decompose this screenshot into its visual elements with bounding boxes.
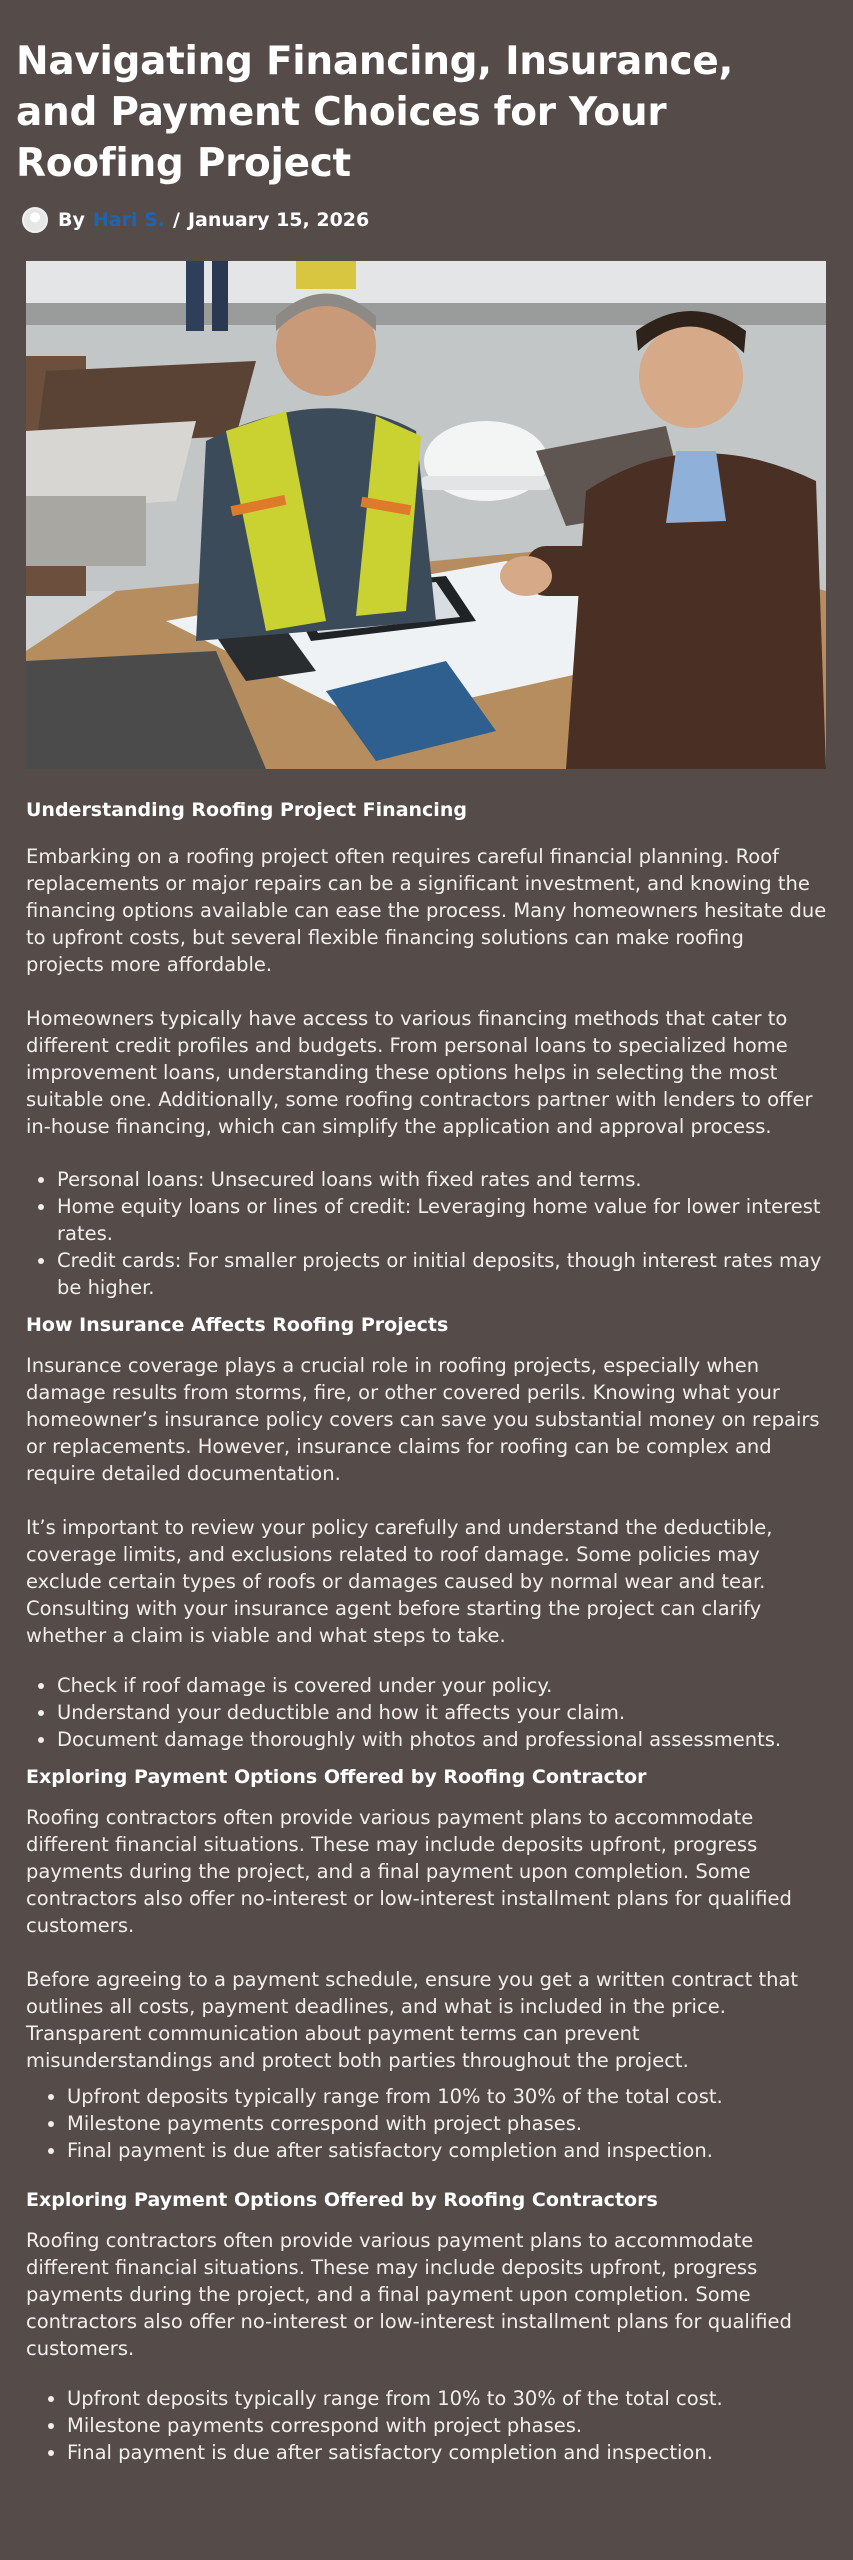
section-payment-options-contractors <box>26 2187 827 2466</box>
section-paragraph: Embarking on a roofing project often requires careful financial planning. Roof replacements or major repairs can be a significant investment, and knowing the financing options available can ease the process. Many homeowners hesitate due to upfront costs, but several flexible financing solutions can make roofing projects more affordable. <box>26 845 827 976</box>
bullet-list <box>26 1672 827 1753</box>
list-item: • Upfront deposits typically range from 10% to 30% of the total cost. <box>67 2083 827 2110</box>
section-payment-options <box>26 1764 827 2164</box>
date-separator: / <box>173 209 180 231</box>
list-item: • Understand your deductible and how it affects your claim. <box>57 1699 827 1726</box>
bullet-list <box>26 2083 827 2164</box>
list-item: • Personal loans: Unsecured loans with fixed rates and terms. <box>57 1166 827 1193</box>
list-item: • Home equity loans or lines of credit: Leveraging home value for lower interest rates. <box>57 1193 827 1247</box>
list-item: • Final payment is due after satisfactory completion and inspection. <box>67 2137 827 2164</box>
list-item: • Check if roof damage is covered under your policy. <box>57 1672 827 1699</box>
section-financing <box>26 797 827 1301</box>
section-paragraph: Insurance coverage plays a crucial role in roofing projects, especially when damage results from storms, fire, or other covered perils. Knowing what your homeowner’s insurance policy covers can save you substantial money on repairs or replacements. However, insurance claims for roofing can be complex and require detailed documentation. <box>26 1354 820 1485</box>
section-heading: How Insurance Affects Roofing Projects <box>26 1314 449 1336</box>
section-paragraph: Roofing contractors often provide various payment plans to accommodate different financial situations. These may include deposits upfront, progress payments during the project, and a final payment upon completion. Some contractors also offer no-interest or low-interest installment plans for qualified customers. <box>26 1806 792 1937</box>
list-item: • Final payment is due after satisfactory completion and inspection. <box>67 2439 827 2466</box>
article-title: Navigating Financing, Insurance, and Payment Choices for Your Roofing Project <box>16 39 734 186</box>
list-item: • Milestone payments correspond with project phases. <box>67 2412 827 2439</box>
section-heading: Exploring Payment Options Offered by Roofing Contractor <box>26 1766 647 1788</box>
section-paragraph: Before agreeing to a payment schedule, ensure you get a written contract that outlines all costs, payment deadlines, and what is included in the price. Transparent communication about payment terms can prevent misunderstandings and protect both parties throughout the project. <box>26 1968 799 2072</box>
author-avatar-icon <box>22 207 48 233</box>
bullet-list <box>26 2385 827 2466</box>
byline-prefix: By <box>58 209 85 231</box>
section-paragraph: Homeowners typically have access to various financing methods that cater to different credit profiles and budgets. From personal loans to specialized home improvement loans, understanding these options helps in selecting the most suitable one. Additionally, some roofing contractors partner with lenders to offer in-house financing, which can simplify the application and approval process. <box>26 1007 813 1138</box>
section-insurance <box>26 1312 827 1753</box>
section-paragraph: Roofing contractors often provide various payment plans to accommodate different financial situations. These may include deposits upfront, progress payments during the project, and a final payment upon completion. Some contractors also offer no-interest or low-interest installment plans for qualified customers. <box>26 2229 792 2360</box>
section-heading: Understanding Roofing Project Financing <box>26 799 467 821</box>
list-item: • Credit cards: For smaller projects or initial deposits, though interest rates may be higher. <box>57 1247 827 1301</box>
bullet-list <box>26 1166 827 1301</box>
list-item: • Upfront deposits typically range from 10% to 30% of the total cost. <box>67 2385 827 2412</box>
section-paragraph: It’s important to review your policy carefully and understand the deductible, coverage limits, and exclusions related to roof damage. Some policies may exclude certain types of roofs or damages caused by normal wear and tear. Consulting with your insurance agent before starting the project can clarify whether a claim is viable and what steps to take. <box>26 1516 773 1647</box>
article-meta <box>22 207 827 233</box>
list-item: • Milestone payments correspond with project phases. <box>67 2110 827 2137</box>
list-item: • Document damage thoroughly with photos and professional assessments. <box>57 1726 827 1753</box>
hero-image <box>26 261 826 769</box>
section-heading: Exploring Payment Options Offered by Roofing Contractors <box>26 2189 658 2211</box>
publish-date: January 15, 2026 <box>187 209 370 231</box>
roofing-consultation-photo <box>26 261 826 769</box>
author-link[interactable]: Hari S. <box>92 209 165 231</box>
